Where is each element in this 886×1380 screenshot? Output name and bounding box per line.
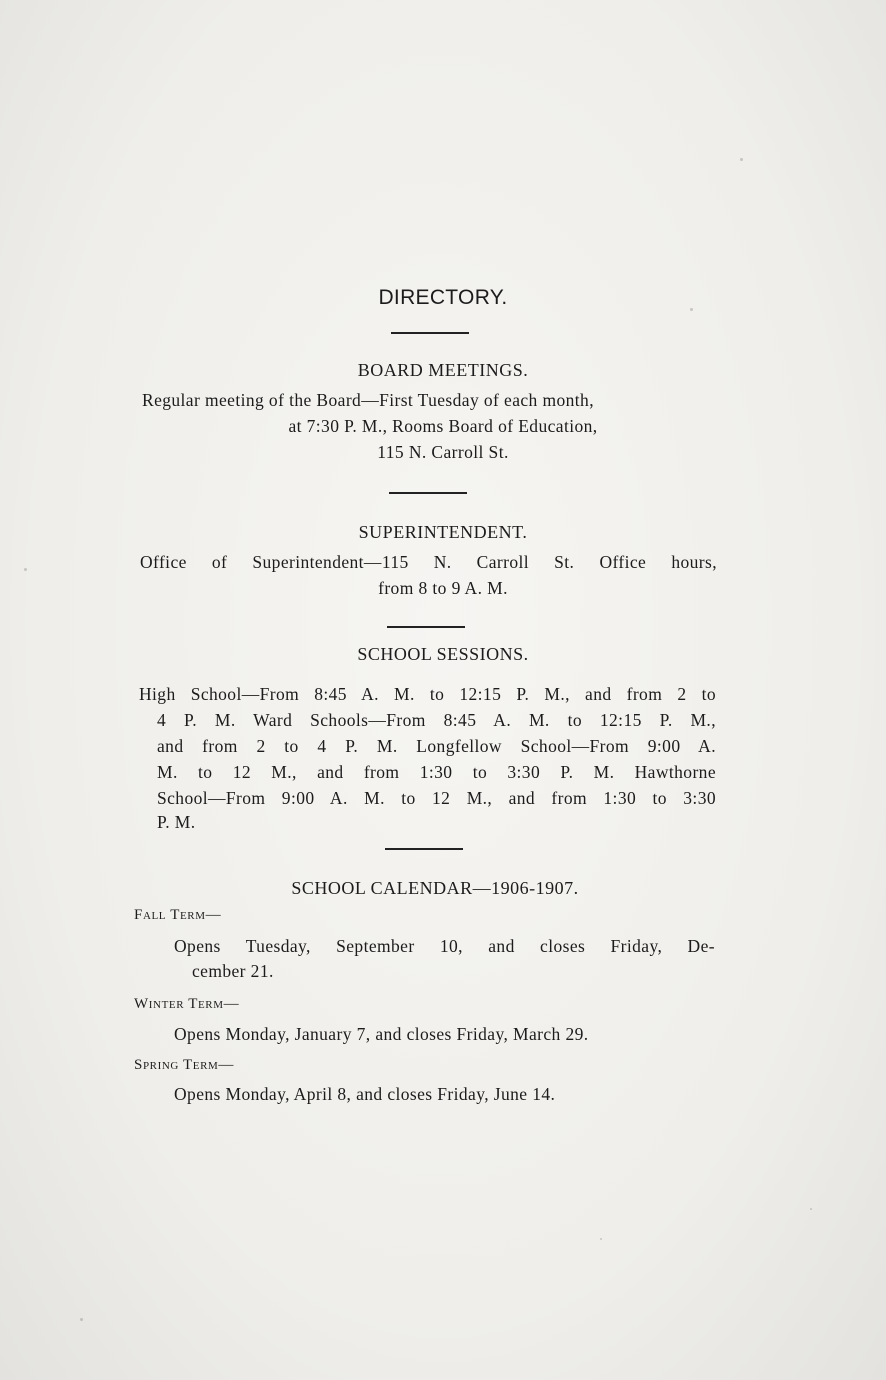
- school-sessions-heading: SCHOOL SESSIONS.: [357, 644, 529, 664]
- school-sessions-line: P. M.: [157, 812, 196, 832]
- fall-term-line: Opens Tuesday, September 10, and closes Friday, De-: [174, 936, 715, 956]
- divider-rule: [387, 626, 465, 628]
- paper-speck: [600, 1238, 602, 1240]
- fall-term-label: Fall Term—: [134, 907, 222, 923]
- board-meetings-heading: BOARD MEETINGS.: [357, 360, 529, 380]
- divider-rule: [385, 848, 463, 850]
- winter-term-line: Opens Monday, January 7, and closes Friday, March 29.: [174, 1024, 589, 1044]
- board-meetings-line: 115 N. Carroll St.: [377, 442, 509, 462]
- school-sessions-line: High School—From 8:45 A. M. to 12:15 P. M., and from 2 to: [139, 684, 716, 704]
- board-meetings-line: at 7:30 P. M., Rooms Board of Education,: [288, 416, 598, 436]
- board-meetings-line: Regular meeting of the Board—First Tuesday of each month,: [142, 390, 594, 410]
- superintendent-line: from 8 to 9 A. M.: [378, 578, 508, 598]
- paper-speck: [740, 158, 743, 161]
- school-sessions-line: and from 2 to 4 P. M. Longfellow School—From 9:00 A.: [157, 736, 716, 756]
- superintendent-line: Office of Superintendent—115 N. Carroll St. Office hours,: [140, 552, 717, 572]
- winter-term-label: Winter Term—: [134, 996, 240, 1012]
- fall-term-line: cember 21.: [192, 961, 274, 981]
- school-calendar-heading: SCHOOL CALENDAR—1906-1907.: [291, 878, 579, 898]
- divider-rule: [389, 492, 467, 494]
- school-sessions-line: M. to 12 M., and from 1:30 to 3:30 P. M. Hawthorne: [157, 762, 716, 782]
- paper-speck: [24, 568, 27, 571]
- superintendent-heading: SUPERINTENDENT.: [358, 522, 528, 542]
- spring-term-label: Spring Term—: [134, 1057, 235, 1073]
- school-sessions-line: 4 P. M. Ward Schools—From 8:45 A. M. to 12:15 P. M.,: [157, 710, 716, 730]
- paper-speck: [810, 1208, 812, 1210]
- divider-rule: [391, 332, 469, 334]
- paper-speck: [80, 1318, 83, 1321]
- spring-term-line: Opens Monday, April 8, and closes Friday, June 14.: [174, 1084, 556, 1104]
- page-title: DIRECTORY.: [378, 286, 508, 309]
- school-sessions-line: School—From 9:00 A. M. to 12 M., and from 1:30 to 3:30: [157, 788, 716, 808]
